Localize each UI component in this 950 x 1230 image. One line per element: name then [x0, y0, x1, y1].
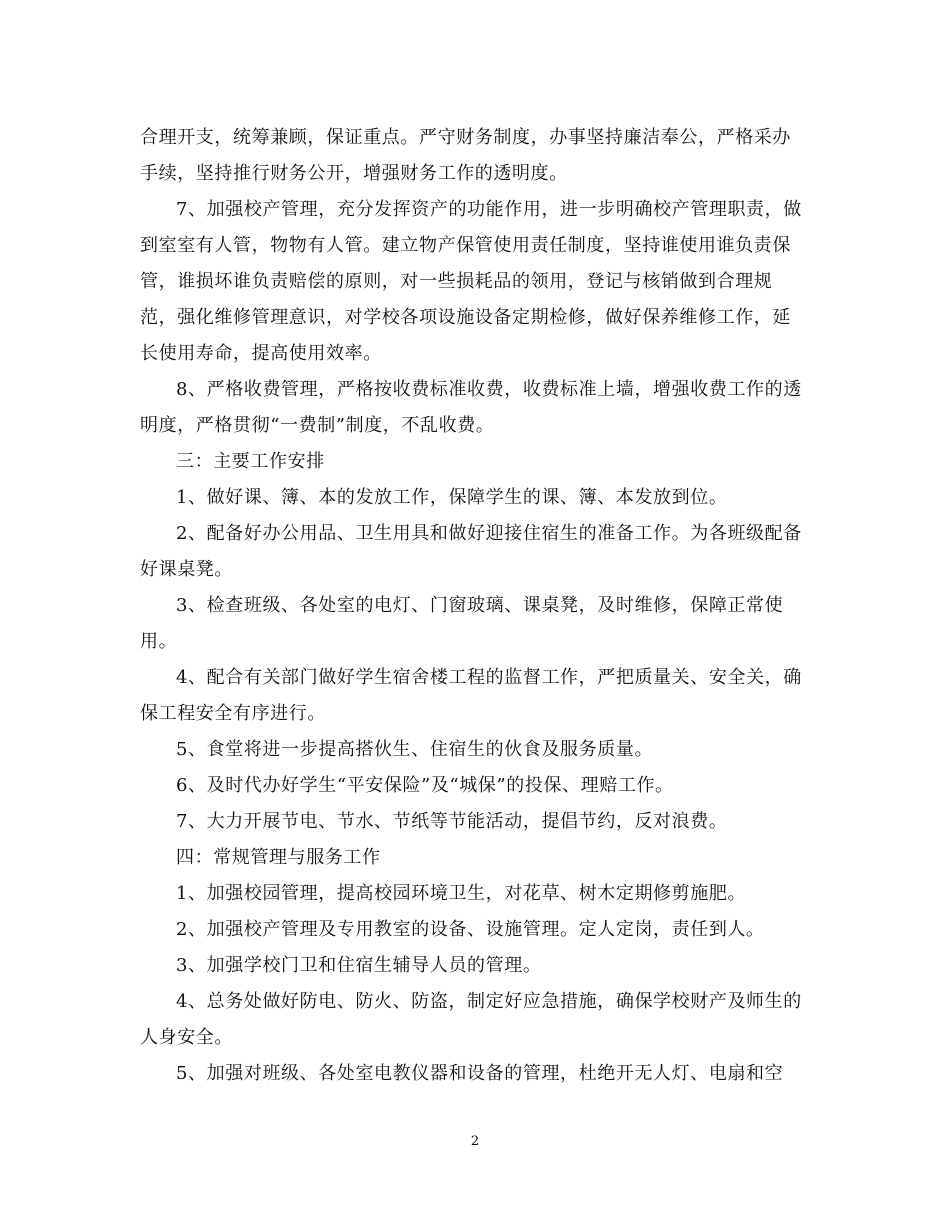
text-line: 人身安全。: [140, 1027, 233, 1048]
text-line: 好课桌凳。: [140, 559, 233, 580]
text-line: 合理开支，统筹兼顾，保证重点。严守财务制度，办事坚持廉洁奉公，严格采办: [140, 127, 791, 148]
list-item-6: 6、及时代办好学生“平安保险”及“城保”的投保、理赔工作。: [176, 775, 674, 796]
list-item-7: 7、大力开展节电、节水、节纸等节能活动，提倡节约，反对浪费。: [176, 811, 728, 832]
text-line: 长使用寿命，提高使用效率。: [140, 343, 382, 364]
list-item-3: 3、检查班级、各处室的电灯、门窗玻璃、课桌凳，及时维修，保障正常使: [176, 595, 784, 616]
section-heading-4: 四：常规管理与服务工作: [176, 847, 381, 868]
section-heading-3: 三：主要工作安排: [176, 451, 325, 472]
document-body: [140, 120, 812, 1092]
text-line: 手续，坚持推行财务公开，增强财务工作的透明度。: [140, 163, 568, 184]
list-item-2: 2、配备好办公用品、卫生用具和做好迎接住宿生的准备工作。为各班级配备: [176, 523, 802, 544]
text-line: 管，谁损坏谁负责赔偿的原则，对一些损耗品的领用，登记与核销做到合理规: [140, 271, 773, 292]
text-line: 范，强化维修管理意识，对学校各项设施设备定期检修，做好保养维修工作，延: [140, 307, 791, 328]
list-item-2: 2、加强校产管理及专用教室的设备、设施管理。定人定岗，责任到人。: [176, 919, 765, 940]
list-item-5: 5、加强对班级、各处室电教仪器和设备的管理，杜绝开无人灯、电扇和空: [176, 1063, 784, 1084]
list-item-3: 3、加强学校门卫和住宿生辅导人员的管理。: [176, 955, 542, 976]
text-line: 保工程安全有序进行。: [140, 703, 326, 724]
text-line: 明度，严格贯彻“一费制”制度，不乱收费。: [140, 415, 495, 436]
paragraph-item-8: 8、严格收费管理，严格按收费标准收费，收费标准上墙，增强收费工作的透: [176, 379, 802, 400]
text-line: 到室室有人管，物物有人管。建立物产保管使用责任制度，坚持谁使用谁负责保: [140, 235, 791, 256]
page-number: 2: [470, 1134, 480, 1149]
list-item-4: 4、总务处做好防电、防火、防盗，制定好应急措施，确保学校财产及师生的: [176, 991, 802, 1012]
list-item-1: 1、加强校园管理，提高校园环境卫生，对花草、树木定期修剪施肥。: [176, 883, 747, 904]
list-item-1: 1、做好课、簿、本的发放工作，保障学生的课、簿、本发放到位。: [176, 487, 728, 508]
paragraph-item-7: 7、加强校产管理，充分发挥资产的功能作用，进一步明确校产管理职责，做: [176, 199, 802, 220]
list-item-4: 4、配合有关部门做好学生宿舍楼工程的监督工作，严把质量关、安全关，确: [176, 667, 802, 688]
text-line: 用。: [140, 631, 178, 652]
list-item-5: 5、食堂将进一步提高搭伙生、住宿生的伙食及服务质量。: [176, 739, 654, 760]
